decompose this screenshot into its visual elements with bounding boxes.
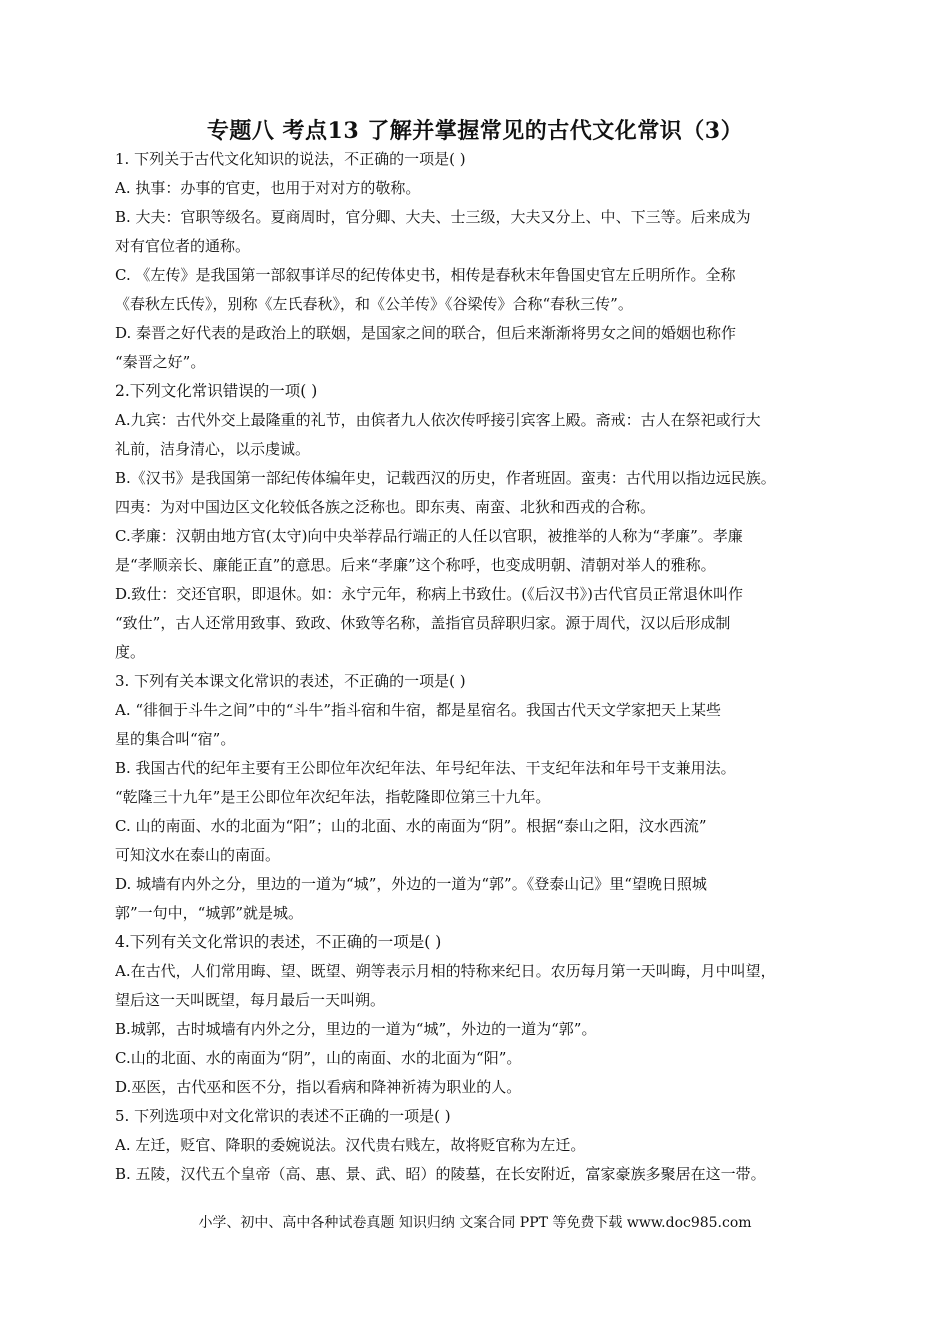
text-line: 5. 下列选项中对文化常识的表述不正确的一项是( ) <box>115 1107 451 1125</box>
question-body <box>115 145 845 1189</box>
page-title: 专题八 考点13 了解并掌握常见的古代文化常识（3） <box>206 118 744 144</box>
text-line: 星的集合叫“宿”。 <box>115 730 236 748</box>
text-line: B.《汉书》是我国第一部纪传体编年史，记载西汉的历史，作者班固。蛮夷：古代用以指边远民族。 <box>115 469 776 487</box>
text-line: 1. 下列关于古代文化知识的说法，不正确的一项是( ) <box>115 150 466 168</box>
text-line: D. 秦晋之好代表的是政治上的联姻，是国家之间的联合，但后来渐渐将男女之间的婚姻也称作 <box>115 324 737 342</box>
text-line: 《春秋左氏传》，别称《左氏春秋》，和《公羊传》《谷梁传》合称“春秋三传”。 <box>115 295 633 313</box>
text-line: C. 《左传》是我国第一部叙事详尽的纪传体史书，相传是春秋末年鲁国史官左丘明所作。全称 <box>115 266 736 284</box>
text-line: B.城郭，古时城墙有内外之分，里边的一道为“城”，外边的一道为“郭”。 <box>115 1020 597 1038</box>
text-line: A. 左迁，贬官、降职的委婉说法。汉代贵右贱左，故将贬官称为左迁。 <box>115 1136 586 1154</box>
text-line: A. 执事：办事的官吏，也用于对对方的敬称。 <box>115 179 421 197</box>
text-line: C.孝廉：汉朝由地方官(太守)向中央举荐品行端正的人任以官职，被推举的人称为“孝廉”。孝廉 <box>115 527 743 545</box>
text-line: 礼前，洁身清心，以示虔诚。 <box>115 440 311 458</box>
text-line: D.巫医，古代巫和医不分，指以看病和降神祈祷为职业的人。 <box>115 1078 522 1096</box>
text-line: B. 五陵，汉代五个皇帝（高、惠、景、武、昭）的陵墓，在长安附近，富家豪族多聚居在这一带。 <box>115 1165 766 1183</box>
text-line: 2.下列文化常识错误的一项( ) <box>115 382 318 400</box>
text-line: 望后这一天叫既望，每月最后一天叫朔。 <box>115 991 386 1009</box>
text-line: D. 城墙有内外之分，里边的一道为“城”，外边的一道为“郭”。《登泰山记》里“望晚日照城 <box>115 875 707 893</box>
footer-note: 小学、初中、高中各种试卷真题 知识归纳 文案合同 PPT 等免费下载 www.doc985.com <box>198 1215 752 1231</box>
text-line: 郭”一句中，“城郭”就是城。 <box>115 904 304 922</box>
text-line: 是“孝顺亲长、廉能正直”的意思。后来“孝廉”这个称呼，也变成明朝、清朝对举人的雅称。 <box>115 556 716 574</box>
text-line: 可知汶水在泰山的南面。 <box>115 846 281 864</box>
text-line: C. 山的南面、水的北面为“阳”；山的北面、水的南面为“阴”。根据“泰山之阳，汶水西流” <box>115 817 707 835</box>
text-line: D.致仕：交还官职，即退休。如：永宁元年，称病上书致仕。(《后汉书》)古代官员正常退休叫作 <box>115 585 743 603</box>
text-line: 3. 下列有关本课文化常识的表述，不正确的一项是( ) <box>115 672 466 690</box>
text-line: B. 我国古代的纪年主要有王公即位年次纪年法、年号纪年法、干支纪年法和年号干支兼用法。 <box>115 759 736 777</box>
text-line: “乾隆三十九年”是王公即位年次纪年法，指乾隆即位第三十九年。 <box>115 788 551 806</box>
text-line: B. 大夫：官职等级名。夏商周时，官分卿、大夫、士三级，大夫又分上、中、下三等。后来成为 <box>115 208 751 226</box>
text-line: 四夷：为对中国边区文化较低各族之泛称也。即东夷、南蛮、北狄和西戎的合称。 <box>115 498 656 516</box>
text-line: A.在古代，人们常用晦、望、既望、朔等表示月相的特称来纪日。农历每月第一天叫晦，月中叫望， <box>115 962 776 980</box>
text-line: “致仕”，古人还常用致事、致政、休致等名称，盖指官员辞职归家。源于周代，汉以后形成制 <box>115 614 731 632</box>
text-line: 度。 <box>115 643 146 661</box>
text-line: 4.下列有关文化常识的表述，不正确的一项是( ) <box>115 933 442 951</box>
text-line: 对有官位者的通称。 <box>115 237 251 255</box>
text-line: C.山的北面、水的南面为“阴”，山的南面、水的北面为“阳”。 <box>115 1049 522 1067</box>
text-line: A.九宾：古代外交上最隆重的礼节，由傧者九人依次传呼接引宾客上殿。斋戒：古人在祭祀或行大 <box>115 411 761 429</box>
text-line: A. “徘徊于斗牛之间”中的“斗牛”指斗宿和牛宿，都是星宿名。我国古代天文学家把天上某些 <box>115 701 722 719</box>
text-line: “秦晋之好”。 <box>115 353 206 371</box>
